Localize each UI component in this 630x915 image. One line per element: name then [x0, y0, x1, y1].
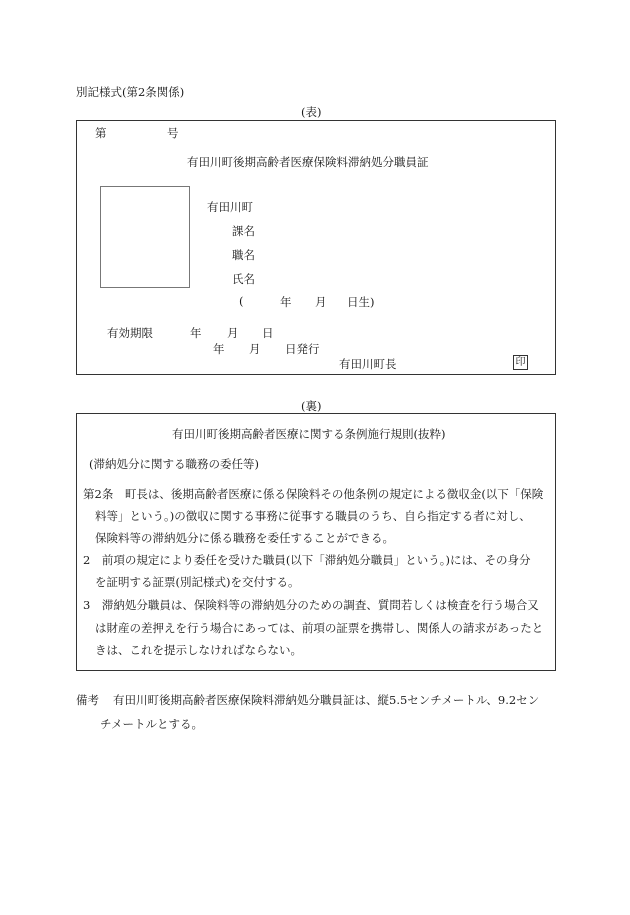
note-line-2: チメートルとする。: [100, 717, 204, 731]
rule-line: 第2条 町長は、後期高齢者医療に係る保険料その他条例の規定による徴収金(以下「保険: [83, 487, 544, 501]
rule-title: 有田川町後期高齢者医療に関する条例施行規則(抜粋): [172, 427, 446, 441]
note-label: 備考: [76, 693, 99, 707]
rule-line: 2 前項の規定により委任を受けた職員(以下「滞納処分職員」という。)には、その身分: [83, 553, 531, 567]
photo-placeholder: [100, 186, 190, 288]
section-label: 課名: [232, 224, 255, 238]
front-heading: (表): [301, 105, 322, 119]
dob-year: 年: [280, 295, 292, 309]
validity-year: 年: [190, 326, 202, 340]
rule-line: を証明する証票(別記様式)を交付する。: [95, 575, 300, 589]
dob-day: 日生): [347, 295, 375, 309]
validity-month: 月: [227, 326, 239, 340]
rule-line: は財産の差押えを行う場合にあっては、前項の証票を携帯し、関係人の請求があったと: [95, 621, 544, 635]
validity-label: 有効期限: [107, 326, 153, 340]
position-label: 職名: [232, 248, 255, 262]
note-line-1: 有田川町後期高齢者医療保険料滞納処分職員証は、縦5.5センチメートル、9.2セン: [113, 693, 540, 707]
dob-open: (: [239, 294, 244, 308]
issue-month: 月: [249, 342, 261, 356]
rule-line: 保険料等の滞納処分に係る職務を委任することができる。: [95, 531, 394, 545]
rule-line: 料等」という。)の徴収に関する事務に従事する職員のうち、自ら指定する者に対し、: [95, 509, 531, 523]
name-label: 氏名: [232, 272, 255, 286]
back-heading: (裏): [301, 399, 322, 413]
seal-mark: 印: [513, 355, 528, 370]
back-card: [76, 413, 556, 671]
dob-month: 月: [315, 295, 327, 309]
front-card: [76, 120, 556, 375]
number-suffix: 号: [167, 126, 179, 140]
form-label: 別記様式(第2条関係): [76, 85, 185, 99]
rule-subtitle: (滞納処分に関する職務の委任等): [89, 457, 259, 471]
number-prefix: 第: [95, 126, 107, 140]
issuer-name: 有田川町長: [339, 357, 397, 371]
rule-line: 3 滞納処分職員は、保険料等の滞納処分のための調査、質問若しくは検査を行う場合又: [83, 598, 539, 612]
issue-day: 日発行: [285, 342, 320, 356]
rule-line: きは、これを提示しなければならない。: [95, 643, 302, 657]
issue-year: 年: [213, 342, 225, 356]
validity-day: 日: [262, 326, 274, 340]
town-name: 有田川町: [207, 200, 253, 214]
card-title: 有田川町後期高齢者医療保険料滞納処分職員証: [187, 155, 429, 169]
